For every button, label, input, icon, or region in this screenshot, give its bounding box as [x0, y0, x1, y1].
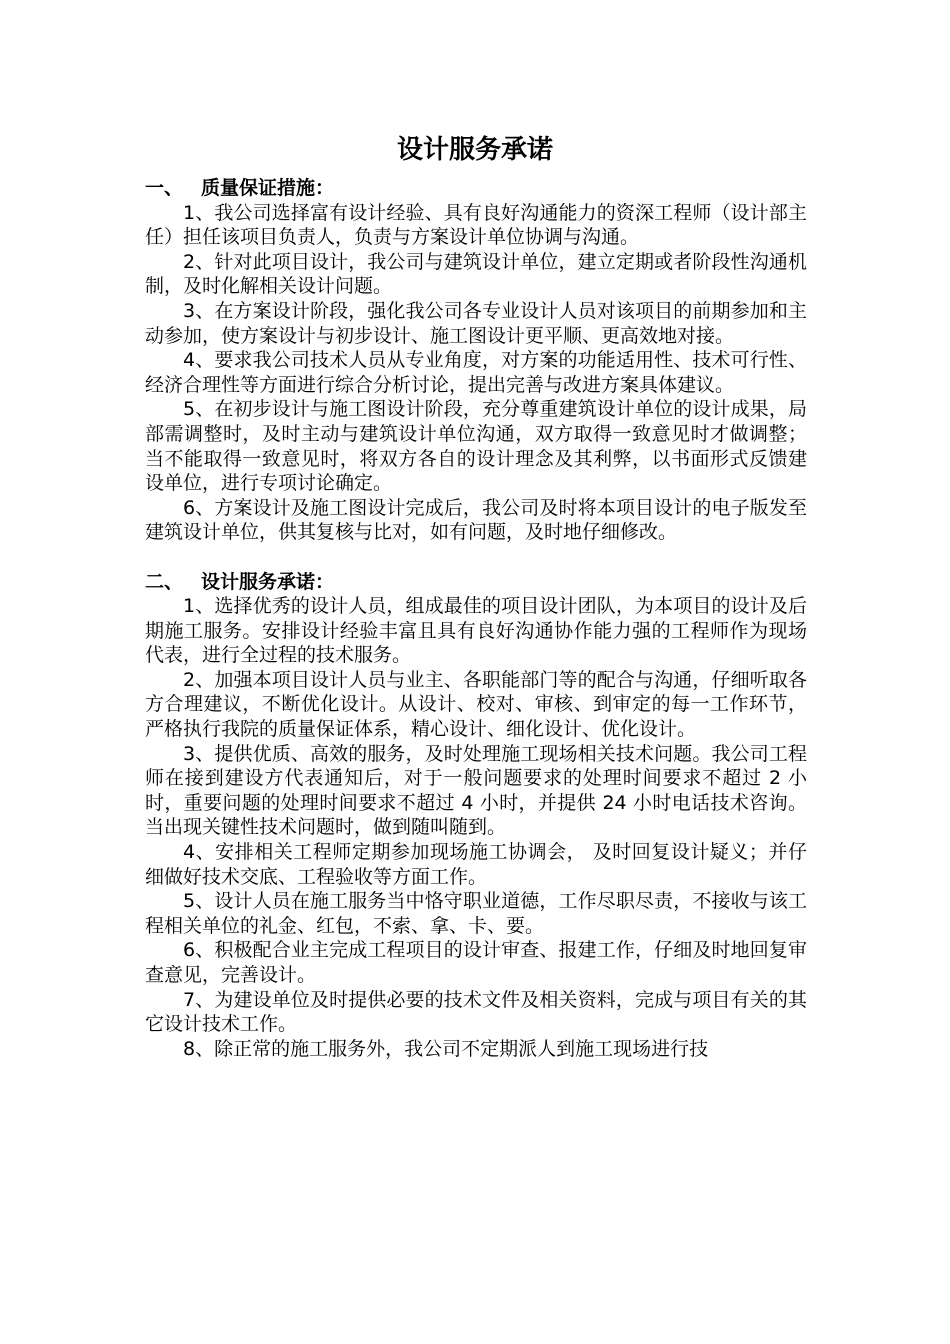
- paragraph: 3、在方案设计阶段，强化我公司各专业设计人员对该项目的前期参加和主动参加，使方案设计与初步设计、施工图设计更平顺、更高效地对接。: [145, 299, 807, 347]
- paragraph: 2、针对此项目设计，我公司与建筑设计单位，建立定期或者阶段性沟通机制，及时化解相关设计问题。: [145, 250, 807, 298]
- paragraph: 7、为建设单位及时提供必要的技术文件及相关资料，完成与项目有关的其它设计技术工作。: [145, 988, 807, 1036]
- section-title: 质量保证措施：: [201, 177, 335, 199]
- paragraph: 4、安排相关工程师定期参加现场施工协调会， 及时回复设计疑义；并仔细做好技术交底、工程验收等方面工作。: [145, 841, 807, 888]
- section-spacer: [145, 545, 807, 570]
- paragraph: 3、提供优质、高效的服务，及时处理施工现场相关技术问题。我公司工程师在接到建设方代表通知后，对于一般问题要求的处理时间要求不超过 2 小时，重要问题的处理时间要求不超过 4 小时，并提供 24 小时电话技术咨询。当出现关键性技术问题时，做到随叫随到。: [145, 742, 807, 839]
- section-number: 一、: [145, 177, 184, 199]
- paragraph: 5、设计人员在施工服务当中恪守职业道德，工作尽职尽责，不接收与该工程相关单位的礼金、红包，不索、拿、卡、要。: [145, 890, 807, 937]
- paragraph: 1、我公司选择富有设计经验、具有良好沟通能力的资深工程师（设计部主任）担任该项目负责人，负责与方案设计单位协调与沟通。: [145, 201, 807, 249]
- section-design-service-commitment: [145, 570, 807, 1062]
- section-title: 设计服务承诺：: [201, 570, 335, 593]
- section-quality-assurance: [145, 176, 807, 545]
- paragraph: 1、选择优秀的设计人员，组成最佳的项目设计团队，为本项目的设计及后期施工服务。安排设计经验丰富且具有良好沟通协作能力强的工程师作为现场代表，进行全过程的技术服务。: [145, 595, 807, 667]
- paragraph: 2、加强本项目设计人员与业主、各职能部门等的配合与沟通，仔细听取各方合理建议，不断优化设计。从设计、校对、审核、到审定的每一工作环节，严格执行我院的质量保证体系，精心设计、细化设计、优化设计。: [145, 668, 807, 741]
- paragraph: 6、方案设计及施工图设计完成后，我公司及时将本项目设计的电子版发至建筑设计单位，供其复核与比对，如有问题，及时地仔细修改。: [145, 496, 807, 544]
- section-heading: [145, 570, 807, 595]
- section-heading: [145, 176, 807, 201]
- section-number: 二、: [145, 570, 184, 593]
- paragraph: 4、要求我公司技术人员从专业角度，对方案的功能适用性、技术可行性、经济合理性等方面进行综合分析讨论，提出完善与改进方案具体建议。: [145, 349, 807, 396]
- paragraph: 8、除正常的施工服务外，我公司不定期派人到施工现场进行技: [183, 1037, 709, 1060]
- paragraph: 5、在初步设计与施工图设计阶段，充分尊重建筑设计单位的设计成果，局部需调整时，及时主动与建筑设计单位沟通，双方取得一致意见时才做调整；当不能取得一致意见时，将双方各自的设计理念及其利弊，以书面形式反馈建设单位，进行专项讨论确定。: [145, 398, 807, 495]
- paragraph: 6、积极配合业主完成工程项目的设计审查、报建工作，仔细及时地回复审查意见，完善设计。: [145, 939, 807, 986]
- document-body: [145, 176, 807, 1061]
- document-title: 设计服务承诺: [396, 135, 553, 165]
